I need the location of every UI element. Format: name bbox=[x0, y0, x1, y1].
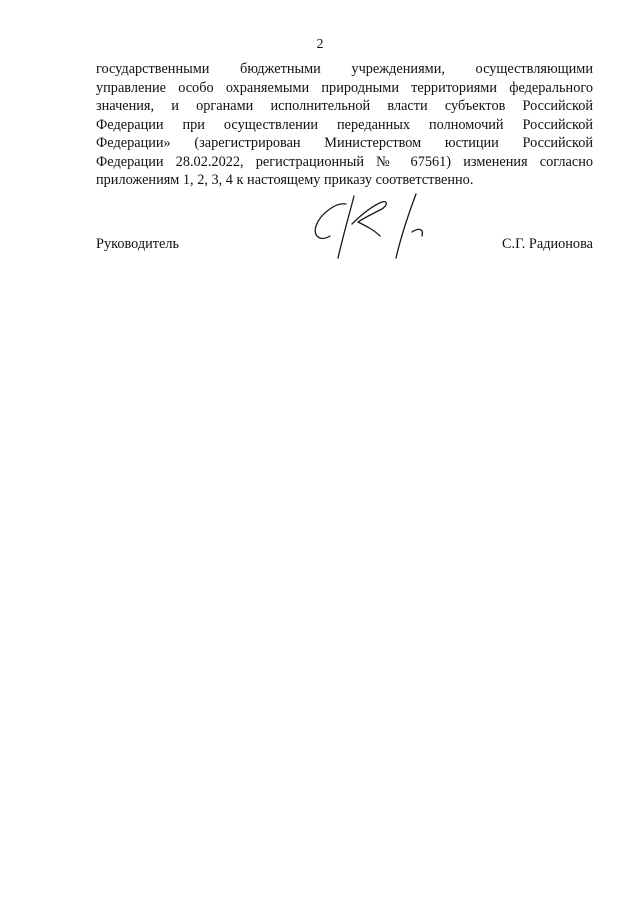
body-line: приложениям 1, 2, 3, 4 к настоящему приказу соответственно. bbox=[96, 172, 474, 188]
signer-name: С.Г. Радионова bbox=[502, 236, 593, 252]
body-line: управление особо охраняемыми природными территориями федерального bbox=[96, 79, 593, 96]
body-line: Федерации при осуществлении переданных полномочий Российской bbox=[96, 116, 593, 133]
page-number: 2 bbox=[316, 37, 324, 52]
signature-block bbox=[96, 234, 593, 254]
body-line: Федерации 28.02.2022, регистрационный № 67561) изменения согласно bbox=[96, 153, 593, 170]
body-line: значения, и органами исполнительной власти субъектов Российской bbox=[96, 98, 593, 114]
body-line: государственными бюджетными учреждениями, осуществляющими bbox=[96, 61, 593, 77]
signer-position: Руководитель bbox=[96, 236, 180, 252]
body-line: Федерации» (зарегистрирован Министерством юстиции Российской bbox=[96, 135, 593, 151]
body-paragraph bbox=[96, 60, 593, 190]
